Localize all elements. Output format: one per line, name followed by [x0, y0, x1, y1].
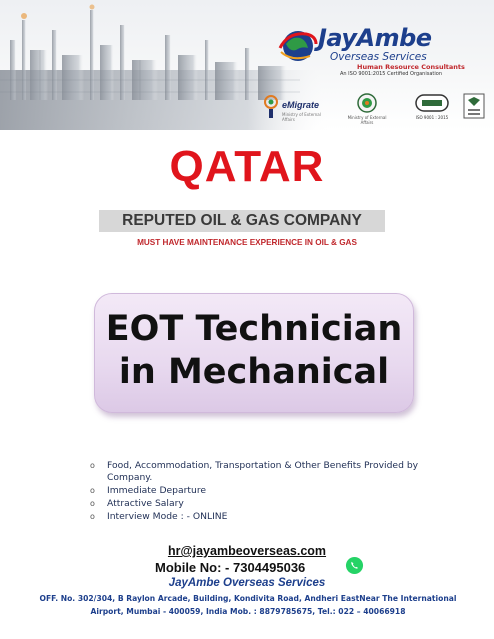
mobile-number: Mobile No: - 7304495036 [155, 560, 306, 575]
benefit-text: Immediate Departure [107, 485, 207, 496]
emigrate-label: eMigrate [282, 100, 320, 110]
job-title-box [94, 293, 414, 413]
accreditation-logo [462, 92, 486, 122]
benefits-list [90, 460, 440, 524]
job-title-line-2: in Mechanical [118, 352, 390, 392]
email-link[interactable]: hr@jayambeoverseas.com [167, 544, 327, 558]
brand-tagline: Human Resource Consultants [357, 63, 465, 71]
job-title-line-1: EOT Technician [105, 309, 403, 349]
iso-logo [412, 92, 452, 122]
benefit-item [90, 485, 440, 497]
accreditation-badge-icon [462, 92, 486, 122]
job-title [95, 308, 413, 394]
brand-subtitle: Overseas Services [330, 51, 427, 63]
benefit-text: Interview Mode : - ONLINE [107, 511, 228, 522]
emigrate-emblem-icon [262, 92, 280, 120]
benefit-item [90, 511, 440, 523]
brand-iso-note: An ISO 9001:2015 Certified Organisation [340, 71, 442, 77]
emigrate-logo [262, 92, 332, 122]
bullet-icon: o [90, 499, 95, 508]
mea-logo [344, 92, 390, 125]
company-name: JayAmbe Overseas Services [168, 577, 326, 589]
experience-requirement: MUST HAVE MAINTENANCE EXPERIENCE IN OIL & GAS [137, 238, 357, 247]
header-banner [0, 0, 494, 130]
office-address: OFF. No. 302/304, B Raylon Arcade, Building, Kondivita Road, Andheri EastNear The International Airport, Mumbai - 400059, India Mob. : 8879785675, Tel.: 022 – 40066918 [39, 594, 457, 616]
certification-logos [262, 92, 492, 125]
bullet-icon: o [90, 461, 95, 470]
whatsapp-icon[interactable] [345, 556, 364, 575]
benefit-text: Attractive Salary [107, 498, 184, 509]
iso-caption: ISO 9001 : 2015 [415, 115, 449, 120]
company-banner: REPUTED OIL & GAS COMPANY [99, 210, 385, 232]
globe-logo-icon [278, 26, 318, 66]
benefit-item [90, 498, 440, 510]
brand-name: JayAmbe [318, 24, 432, 52]
emigrate-caption: Ministry of External Affairs [282, 112, 321, 122]
country-headline: QATAR [169, 142, 325, 191]
bullet-icon: o [90, 512, 95, 521]
benefit-text: Food, Accommodation, Transportation & Other Benefits Provided by Company. [107, 460, 419, 483]
bullet-icon: o [90, 486, 95, 495]
mea-caption: Ministry of External Affairs [347, 115, 387, 125]
benefit-item [90, 460, 440, 484]
